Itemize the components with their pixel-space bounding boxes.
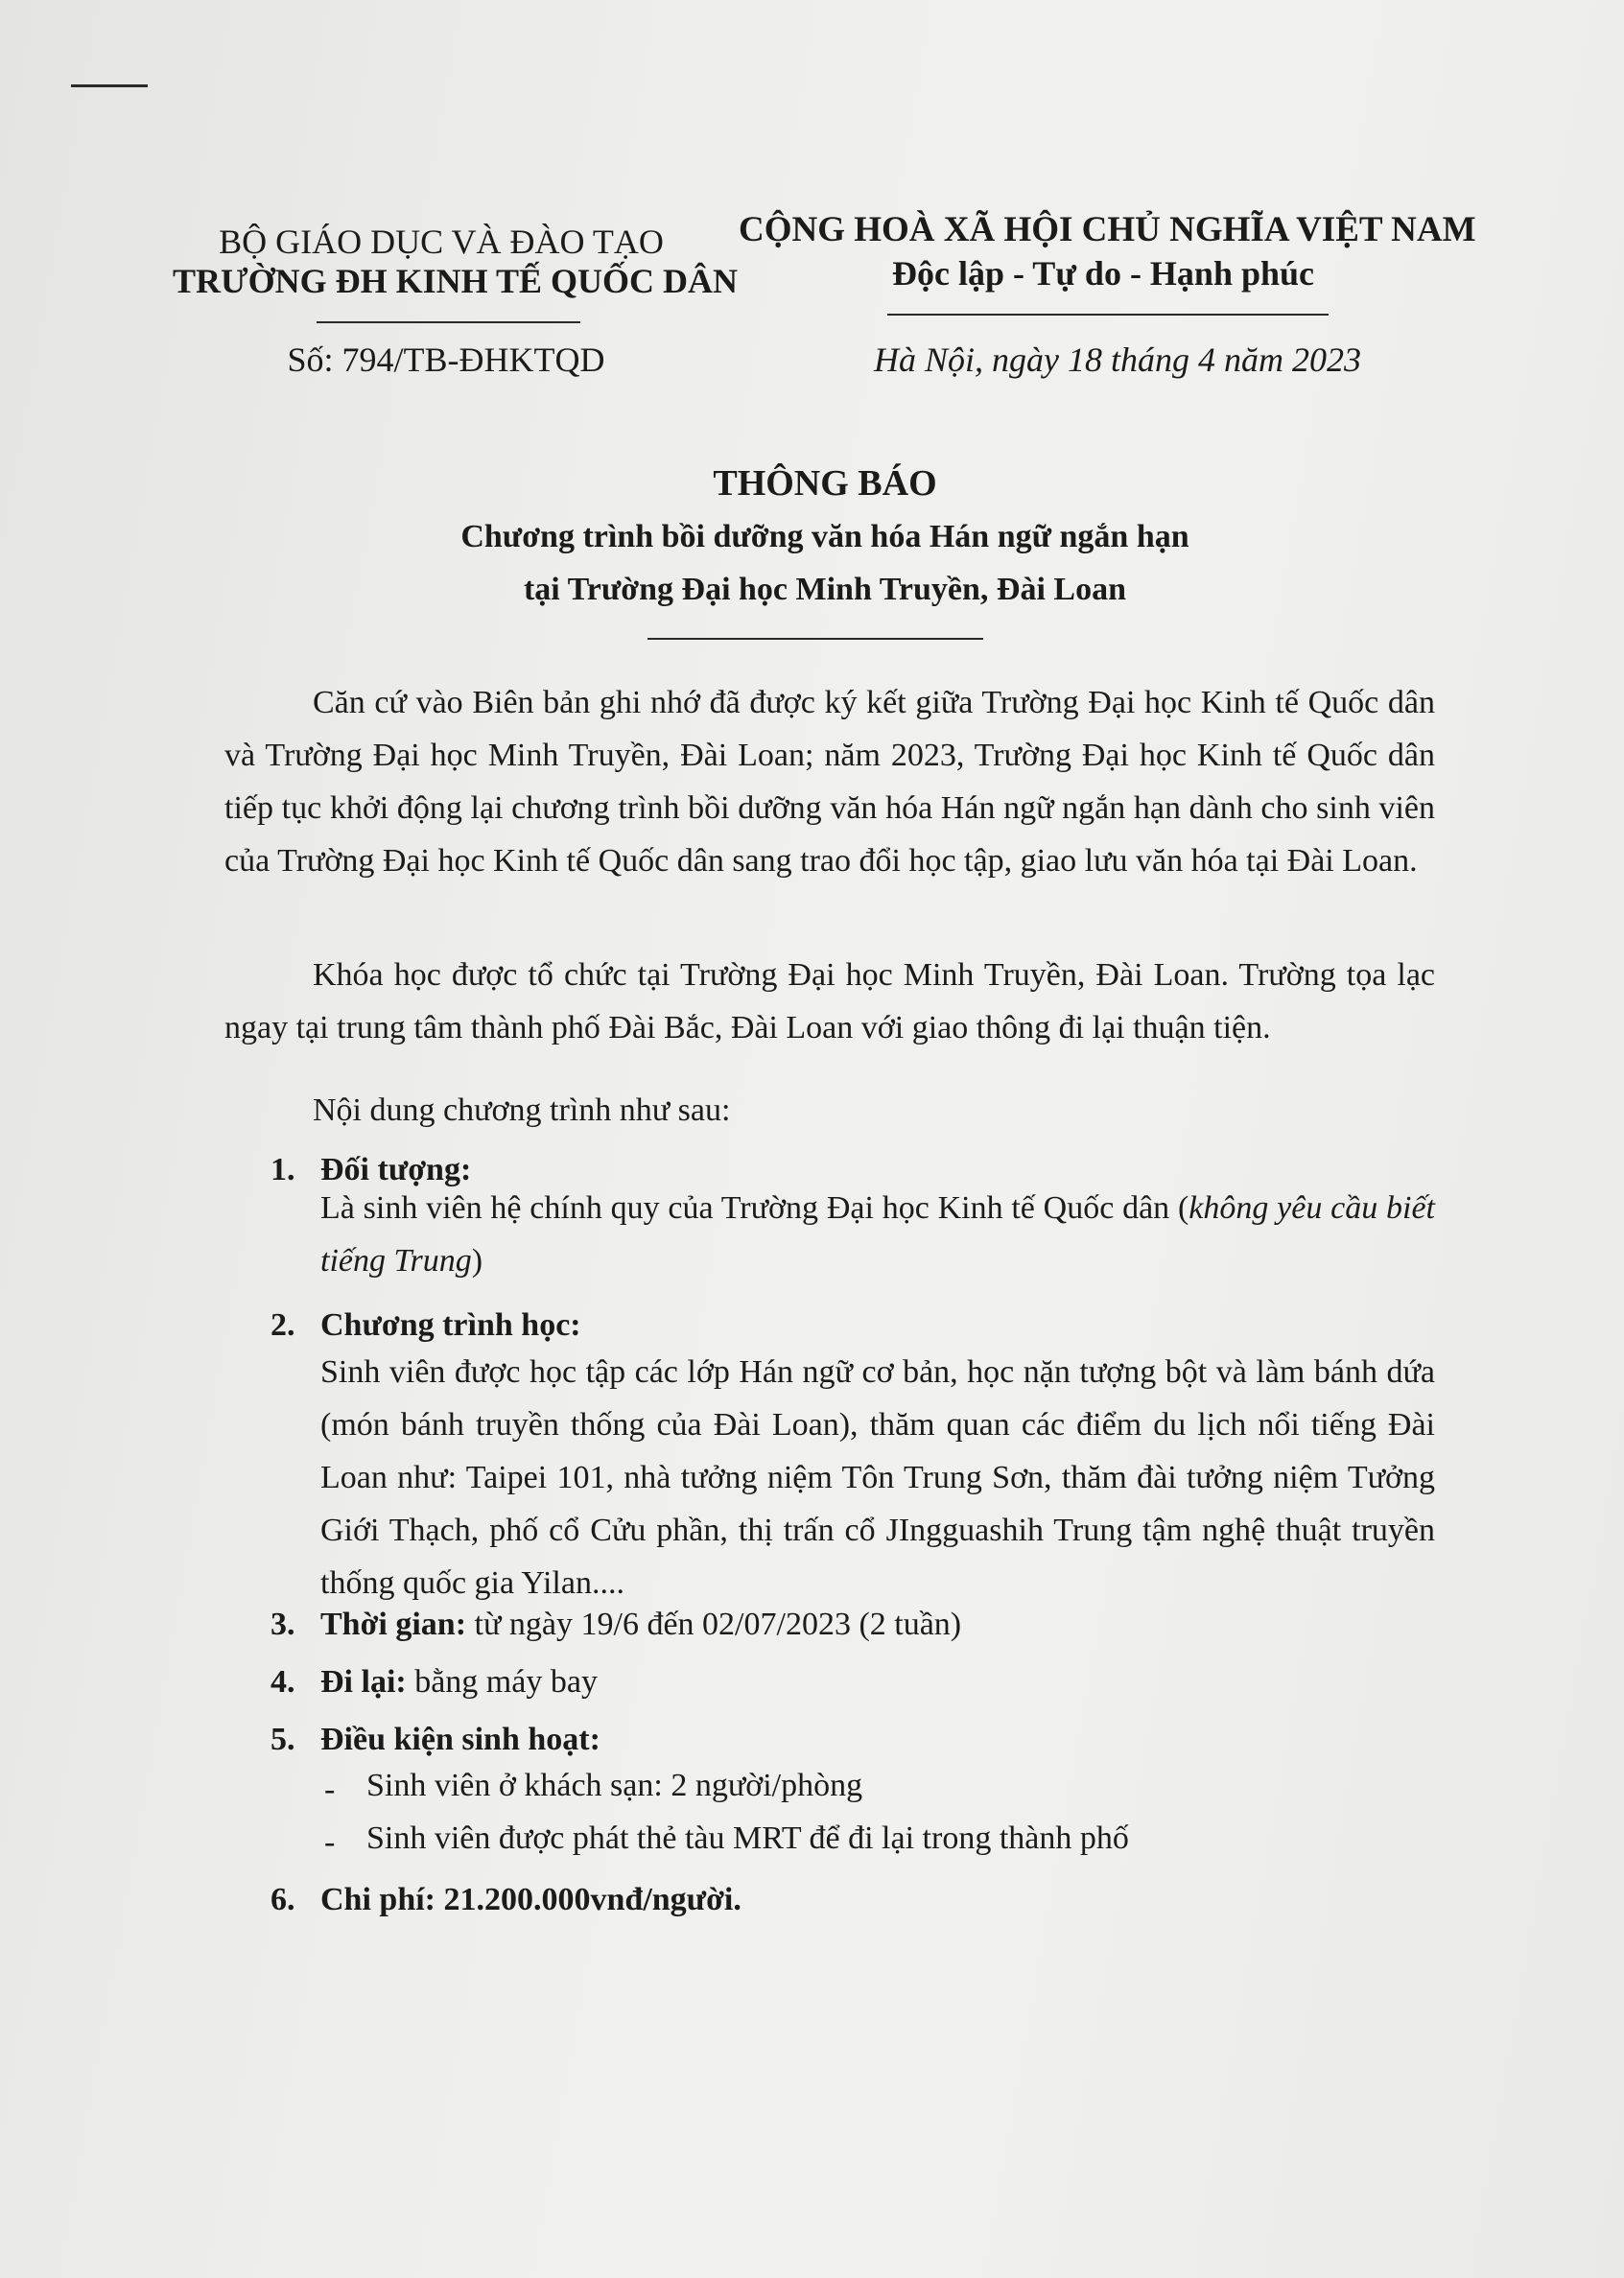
notice-subtitle-line2: tại Trường Đại học Minh Truyền, Đài Loan	[523, 572, 1127, 607]
paragraph-intro: Nội dung chương trình như sau:	[313, 1092, 731, 1128]
item-label-living: Điều kiện sinh hoạt:	[320, 1722, 600, 1757]
item-number: 4.	[271, 1664, 295, 1700]
university-underline	[317, 321, 580, 323]
notice-title: THÔNG BÁO	[713, 463, 937, 504]
document-number: Số: 794/TB-ĐHKTQD	[287, 341, 605, 379]
motto-underline	[887, 314, 1329, 316]
item-body-target-end: )	[471, 1243, 483, 1279]
item-body-target	[320, 1182, 1435, 1287]
paragraph-location: Khóa học được tổ chức tại Trường Đại học Minh Truyền, Đài Loan. Trường tọa lạc ngay tại trung tâm thành phố Đài Bắc, Đài Loan với giao thông đi lại thuận tiện.	[224, 957, 1435, 1045]
item-transport	[320, 1656, 598, 1708]
item-label-program: Chương trình học:	[320, 1307, 581, 1343]
motto: Độc lập - Tự do - Hạnh phúc	[891, 254, 1315, 293]
item-label-cost: Chi phí: 21.200.000vnđ/người.	[320, 1882, 741, 1917]
item-value-time: từ ngày 19/6 đến 02/07/2023 (2 tuần)	[466, 1607, 962, 1642]
item-number: 3.	[271, 1607, 295, 1642]
title-underline	[647, 638, 983, 640]
bullet-marker: -	[324, 1824, 336, 1860]
place-date: Hà Nội, ngày 18 tháng 4 năm 2023	[874, 341, 1361, 379]
bullet-hotel: Sinh viên ở khách sạn: 2 người/phòng	[366, 1768, 863, 1803]
item-number: 1.	[271, 1152, 295, 1187]
corner-mark	[71, 84, 148, 87]
notice-subtitle-line1: Chương trình bồi dưỡng văn hóa Hán ngữ ngắn hạn	[460, 519, 1189, 554]
item-body-target-italic: không yêu cầu biết tiếng Trung	[320, 1190, 1435, 1279]
item-label-time: Thời gian:	[320, 1607, 467, 1642]
paragraph-basis: Căn cứ vào Biên bản ghi nhớ đã được ký kết giữa Trường Đại học Kinh tế Quốc dân và Trường Đại học Minh Truyền, Đài Loan; năm 2023, Trường Đại học Kinh tế Quốc dân tiếp tục khởi động lại chương trình bồi dưỡng văn hóa Hán ngữ ngắn hạn dành cho sinh viên của Trường Đại học Kinh tế Quốc dân sang trao đổi học tập, giao lưu văn hóa tại Đài Loan.	[224, 685, 1435, 879]
university-name: TRƯỜNG ĐH KINH TẾ QUỐC DÂN	[173, 262, 739, 300]
ministry-name: BỘ GIÁO DỤC VÀ ĐÀO TẠO	[219, 223, 664, 261]
item-label-target: Đối tượng:	[320, 1152, 472, 1187]
item-value-transport: bằng máy bay	[406, 1664, 598, 1700]
item-number: 6.	[271, 1882, 295, 1917]
country-name: CỘNG HOÀ XÃ HỘI CHỦ NGHĨA VIỆT NAM	[739, 210, 1476, 249]
item-number: 5.	[271, 1722, 295, 1757]
item-label-transport: Đi lại:	[320, 1664, 407, 1700]
item-number: 2.	[271, 1307, 295, 1343]
bullet-marker: -	[324, 1772, 336, 1807]
item-body-program: Sinh viên được học tập các lớp Hán ngữ cơ bản, học nặn tượng bột và làm bánh dứa (món bánh truyền thống của Đài Loan), thăm quan các điểm du lịch nổi tiếng Đài Loan như: Taipei 101, nhà tưởng niệm Tôn Trung Sơn, thăm đài tưởng niệm Tưởng Giới Thạch, phố cổ Cửu phần, thị trấn cổ JIngguashih Trung tậm nghệ thuật truyền thống quốc gia Yilan....	[320, 1354, 1435, 1601]
item-time	[320, 1598, 961, 1651]
bullet-mrt: Sinh viên được phát thẻ tàu MRT để đi lại trong thành phố	[366, 1820, 1129, 1856]
item-body-target-text: Là sinh viên hệ chính quy của Trường Đại học Kinh tế Quốc dân (	[320, 1190, 1189, 1226]
